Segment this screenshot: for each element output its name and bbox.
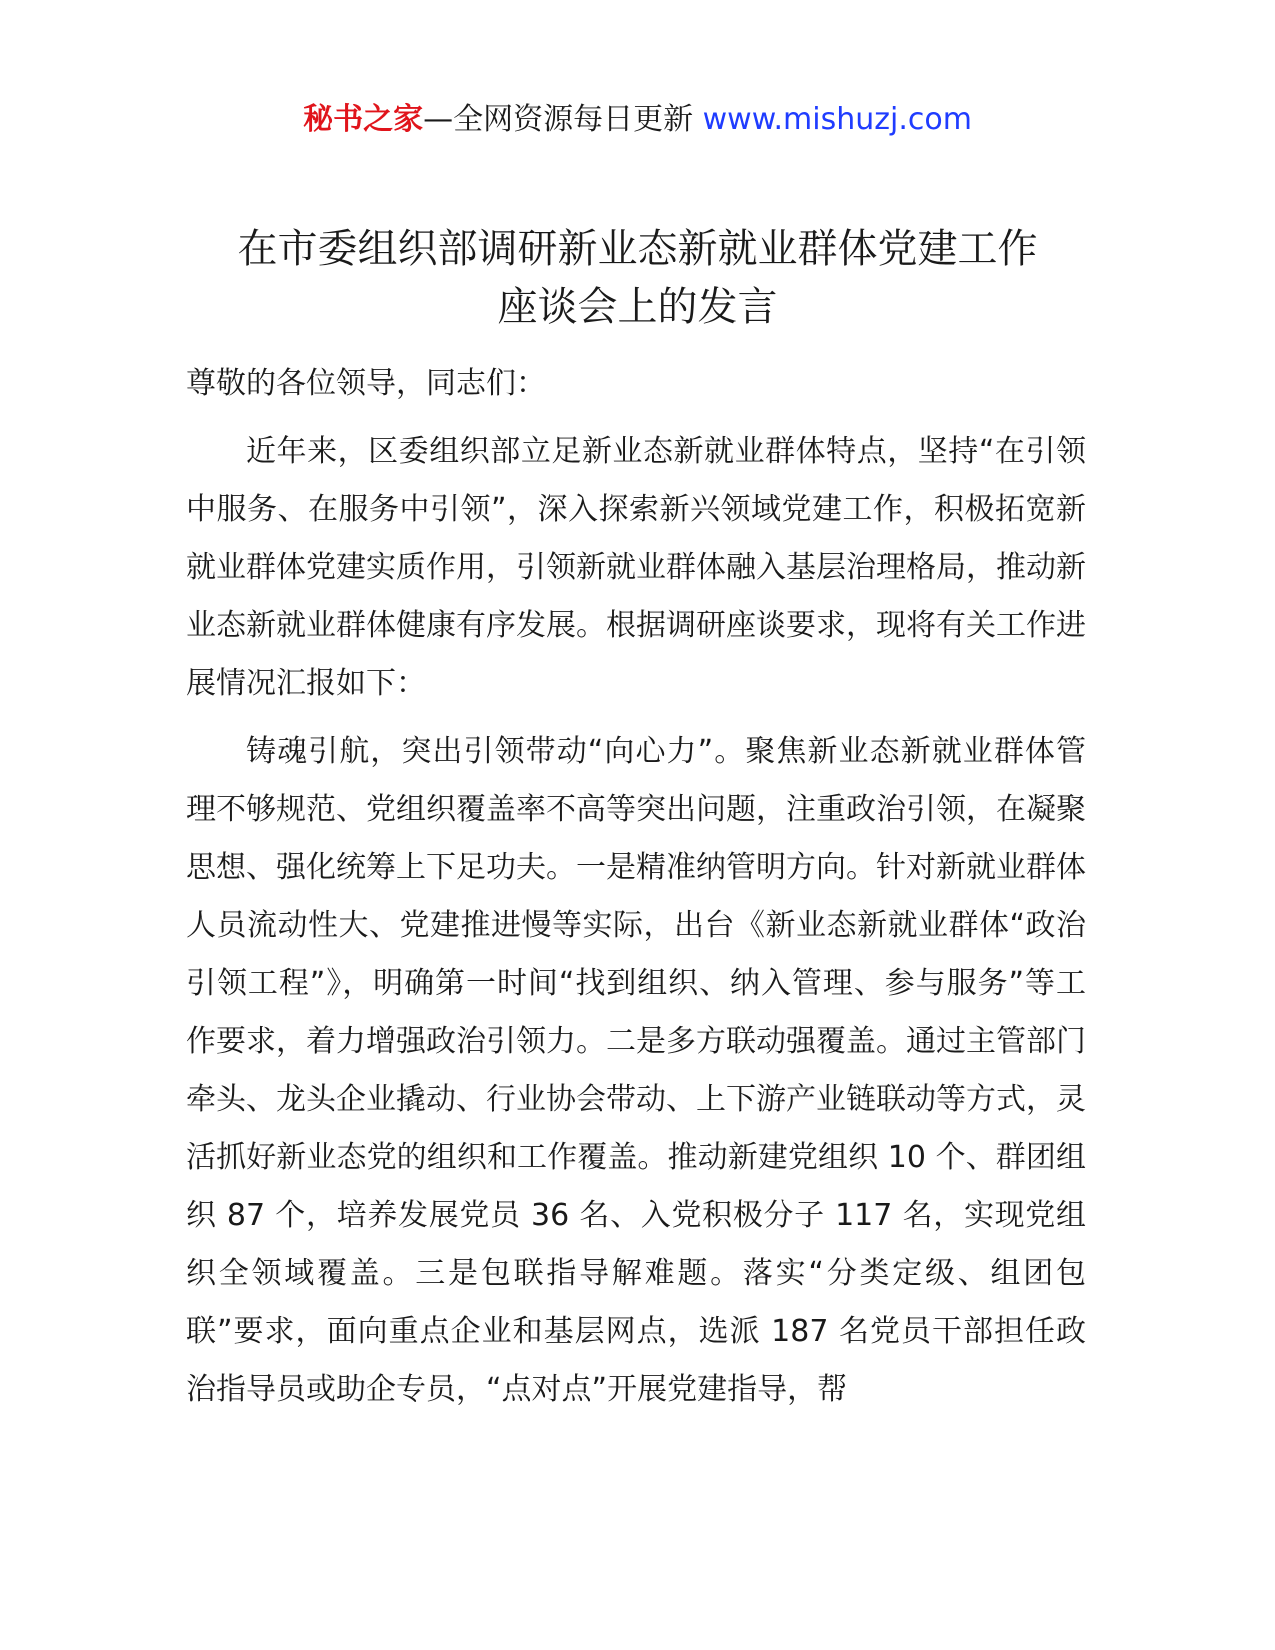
site-header (0, 100, 1275, 140)
header-tagline: —全网资源每日更新 (423, 102, 703, 137)
salutation: 尊敬的各位领导，同志们： (186, 366, 546, 401)
paragraph: 铸魂引航，突出引领带动“向心力”。聚焦新业态新就业群体管理不够规范、党组织覆盖率不高等突出问题，注重政治引领，在凝聚思想、强化统筹上下足功夫。一是精准纳管明方向。针对新就业群体人员流动性大、党建推进慢等实际，出台《新业态新就业群体“政治引领工程”》，明确第一时间“找到组织、纳入管理、参与服务”等工作要求，着力增强政治引领力。二是多方联动强覆盖。通过主管部门牵头、龙头企业撬动、行业协会带动、上下游产业链联动等方式，灵活抓好新业态党的组织和工作覆盖。推动新建党组织 10 个、群团组织 87 个，培养发展党员 36 名、入党积极分子 117 名，实现党组织全领域覆盖。三是包联指导解难题。落实“分类定级、组团包联”要求，面向重点企业和基层网点，选派 187 名党员干部担任政治指导员或助企专员，“点对点”开展党建指导，帮 (186, 734, 1086, 1407)
document-body (186, 355, 1086, 1429)
document-title (150, 220, 1125, 336)
title-line-2: 座谈会上的发言 (497, 284, 778, 330)
title-line-1: 在市委组织部调研新业态新就业群体党建工作 (237, 226, 1038, 272)
brand-name: 秘书之家 (303, 102, 424, 137)
paragraph: 近年来，区委组织部立足新业态新就业群体特点，坚持“在引领中服务、在服务中引领”，深入探索新兴领域党建工作，积极拓宽新就业群体党建实质作用，引领新就业群体融入基层治理格局，推动新业态新就业群体健康有序发展。根据调研座谈要求，现将有关工作进展情况汇报如下： (186, 434, 1086, 701)
site-url-link[interactable]: www.mishuzj.com (702, 102, 972, 137)
